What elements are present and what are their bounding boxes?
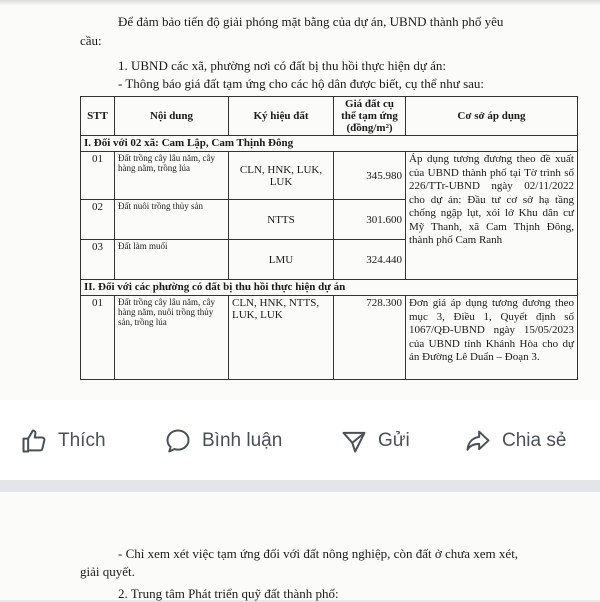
section-1-basis: Áp dụng tương đương theo đề xuất của UBND thành phố tại Tờ trình số 226/TTr-UBND ngày 02/11/2022 cho dự án: Đầu tư cơ sở hạ tầng chống ngập lụt, xói lở Khu dân cư Mỹ Thanh, xã Cam Thịnh Đông, thành phố Cam Ranh [406,152,578,280]
like-button[interactable] [20,426,106,456]
row-content: Đất trồng cây lâu năm, cây hàng năm, nuôi trồng thủy sản, trồng lúa [115,296,229,380]
comment-label: Bình luận [202,430,283,451]
page-edge [0,0,600,6]
thumbs-up-icon [20,427,48,455]
section-1-title: I. Đối với 02 xã: Cam Lập, Cam Thịnh Đông [81,136,578,152]
feed-separator [0,480,600,492]
row-price: 324.440 [334,240,406,280]
item-1-sub: - Thông báo giá đất tạm ứng cho các hộ dân được biết, cụ thể như sau: [118,76,485,91]
row-stt: 01 [81,152,115,200]
doc2-line-1: - Chỉ xem xét việc tạm ứng đối với đất nông nghiệp, còn đất ở chưa xem xét, [118,546,519,561]
item-1: 1. UBND các xã, phường nơi có đất bị thu hồi thực hiện dự án: [118,58,447,73]
speech-bubble-icon [164,427,192,455]
paper-plane-icon [340,427,368,455]
row-stt: 03 [81,240,115,280]
row-price: 345.980 [334,152,406,200]
doc2-line-2: giải quyết. [80,564,135,579]
table-row [81,296,578,380]
row-content: Đất nuôi trồng thủy sản [115,200,229,240]
section-row-1 [81,136,578,152]
row-content: Đất trồng cây lâu năm, cây hàng năm, trồng lúa [115,152,229,200]
share-button[interactable] [464,426,566,456]
header-basis: Cơ sở áp dụng [406,97,578,136]
row-price: 728.300 [334,296,406,380]
row-symbol: CLN, HNK, NTTS, LUK, LUK [229,296,334,380]
header-symbol: Ký hiệu đất [229,97,334,136]
header-content: Nội dung [115,97,229,136]
send-label: Gửi [378,430,410,451]
post-action-bar [0,400,600,480]
header-price: Giá đất cụ thể tạm ứng (đồng/m²) [334,97,406,136]
row-stt: 02 [81,200,115,240]
comment-button[interactable] [164,426,282,456]
document-image-2 [0,492,600,600]
doc2-line-3: 2. Trung tâm Phát triển quỹ đất thành phố: [118,586,339,601]
header-stt: STT [81,97,115,136]
share-label: Chia sẻ [502,430,567,451]
row-symbol: NTTS [229,200,334,240]
table-row [81,152,578,200]
table-header-row [81,97,578,136]
row-basis: Đơn giá áp dụng tương đương theo mục 3, Điều 1, Quyết định số 1067/QĐ-UBND ngày 15/05/2023 của UBND tỉnh Khánh Hòa cho dự án Đường Lê Duẩn – Đoạn 3. [406,296,578,380]
row-stt: 01 [81,296,115,380]
row-symbol: CLN, HNK, LUK, LUK [229,152,334,200]
row-price: 301.600 [334,200,406,240]
section-2-title: II. Đối với các phường có đất bị thu hồi thực hiện dự án [81,280,578,296]
price-table [80,96,578,380]
intro-line-2: cầu: [80,33,102,48]
share-arrow-icon [464,427,492,455]
section-row-2 [81,280,578,296]
intro-line-1: Để đảm bảo tiến độ giải phóng mặt bằng của dự án, UBND thành phố yêu [118,14,504,29]
send-button[interactable] [340,426,410,456]
row-symbol: LMU [229,240,334,280]
row-content: Đất làm muối [115,240,229,280]
like-label: Thích [58,430,106,451]
